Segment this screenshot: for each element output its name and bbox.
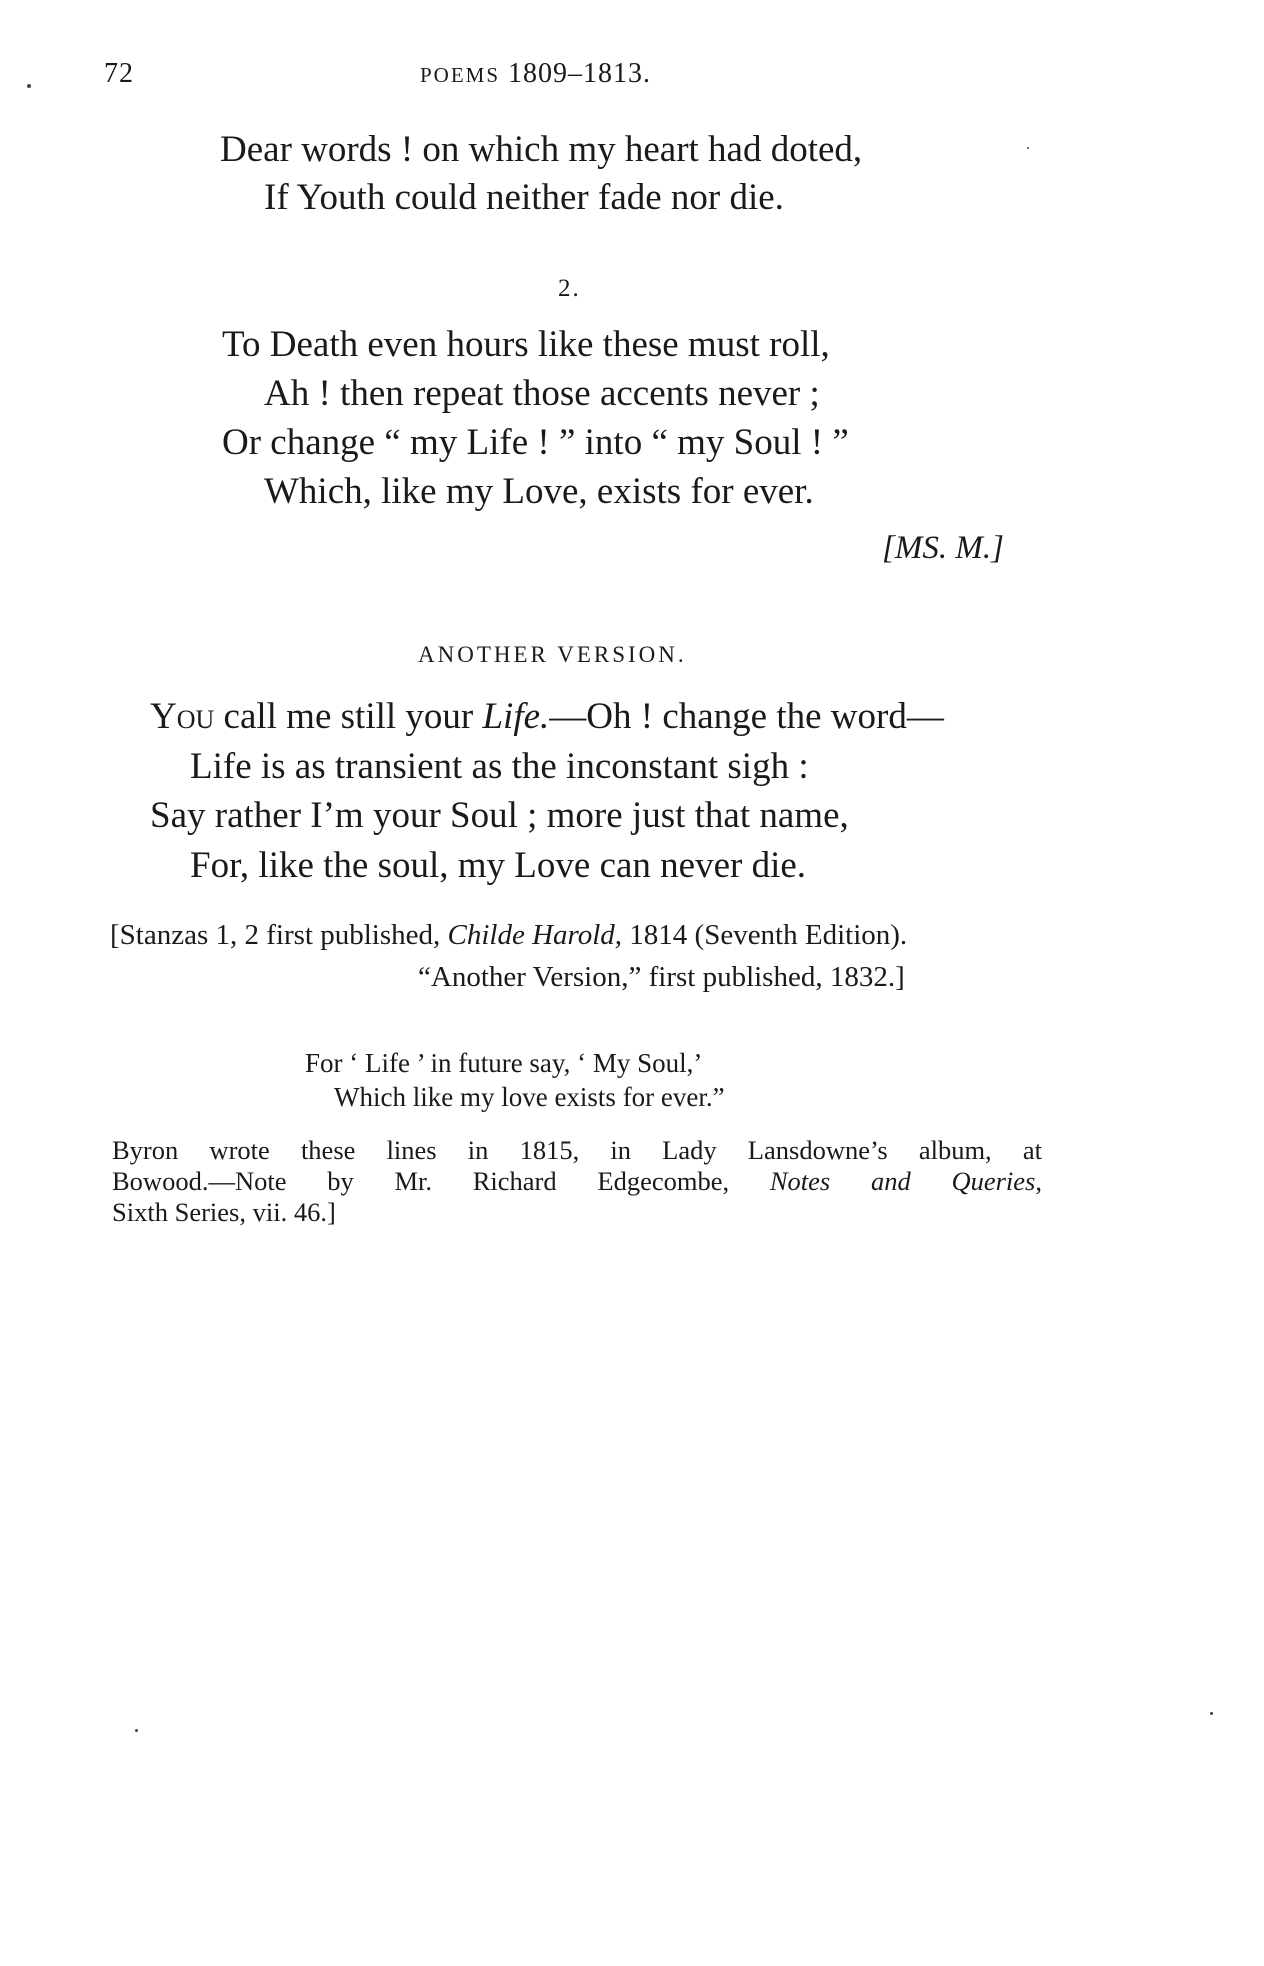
verse-line [150, 698, 944, 735]
running-title [420, 58, 651, 90]
page-number: 72 [104, 58, 134, 89]
verse-line: Which, like my Love, exists for ever. [264, 471, 814, 512]
note-segment: [Stanzas 1, 2 first published, [110, 919, 448, 951]
prose-italic: Notes and Queries, [769, 1166, 1042, 1196]
prose-line: Sixth Series, vii. 46.] [112, 1197, 336, 1227]
section-heading: ANOTHER VERSION. [418, 642, 687, 667]
publication-note-line [110, 919, 907, 952]
note-segment: 1814 (Seventh Edition). [622, 919, 908, 951]
scan-speck [1027, 147, 1029, 149]
prose-segment: Bowood.—Note by Mr. Richard Edgecombe, [112, 1166, 770, 1196]
verse-line: To Death even hours like these must roll, [222, 324, 830, 365]
quoted-line: For ‘ Life ’ in future say, ‘ My Soul,’ [305, 1048, 703, 1078]
verse-line: Or change “ my Life ! ” into “ my Soul ! ” [222, 422, 849, 463]
first-word: You [150, 696, 215, 737]
stanza-number: 2. [558, 275, 581, 302]
verse-segment: —Oh ! change the word— [549, 696, 944, 737]
prose-line: Byron wrote these lines in 1815, in Lady Lansdowne’s album, at [112, 1135, 1042, 1165]
publication-note-line: “Another Version,” first published, 1832.] [418, 961, 905, 993]
quoted-line: Which like my love exists for ever.” [334, 1082, 725, 1112]
note-italic: Childe Harold, [447, 919, 623, 951]
verse-line: If Youth could neither fade nor die. [264, 177, 784, 218]
verse-segment: call me still your [214, 696, 483, 737]
verse-line: Life is as transient as the inconstant sigh : [190, 746, 809, 787]
verse-italic: Life. [482, 696, 550, 737]
running-title-years: 1809–1813. [508, 58, 652, 89]
scan-speck [27, 84, 31, 88]
verse-line: Dear words ! on which my heart had doted, [220, 129, 863, 170]
manuscript-source: [MS. M.] [882, 530, 1004, 566]
running-title-label: POEMS [420, 63, 501, 87]
scan-speck [135, 1729, 138, 1732]
prose-line [112, 1166, 1042, 1197]
verse-line: Ah ! then repeat those accents never ; [264, 373, 820, 414]
scan-speck [1210, 1712, 1213, 1715]
verse-line: For, like the soul, my Love can never die. [190, 845, 807, 886]
verse-line: Say rather I’m your Soul ; more just that name, [150, 795, 849, 836]
